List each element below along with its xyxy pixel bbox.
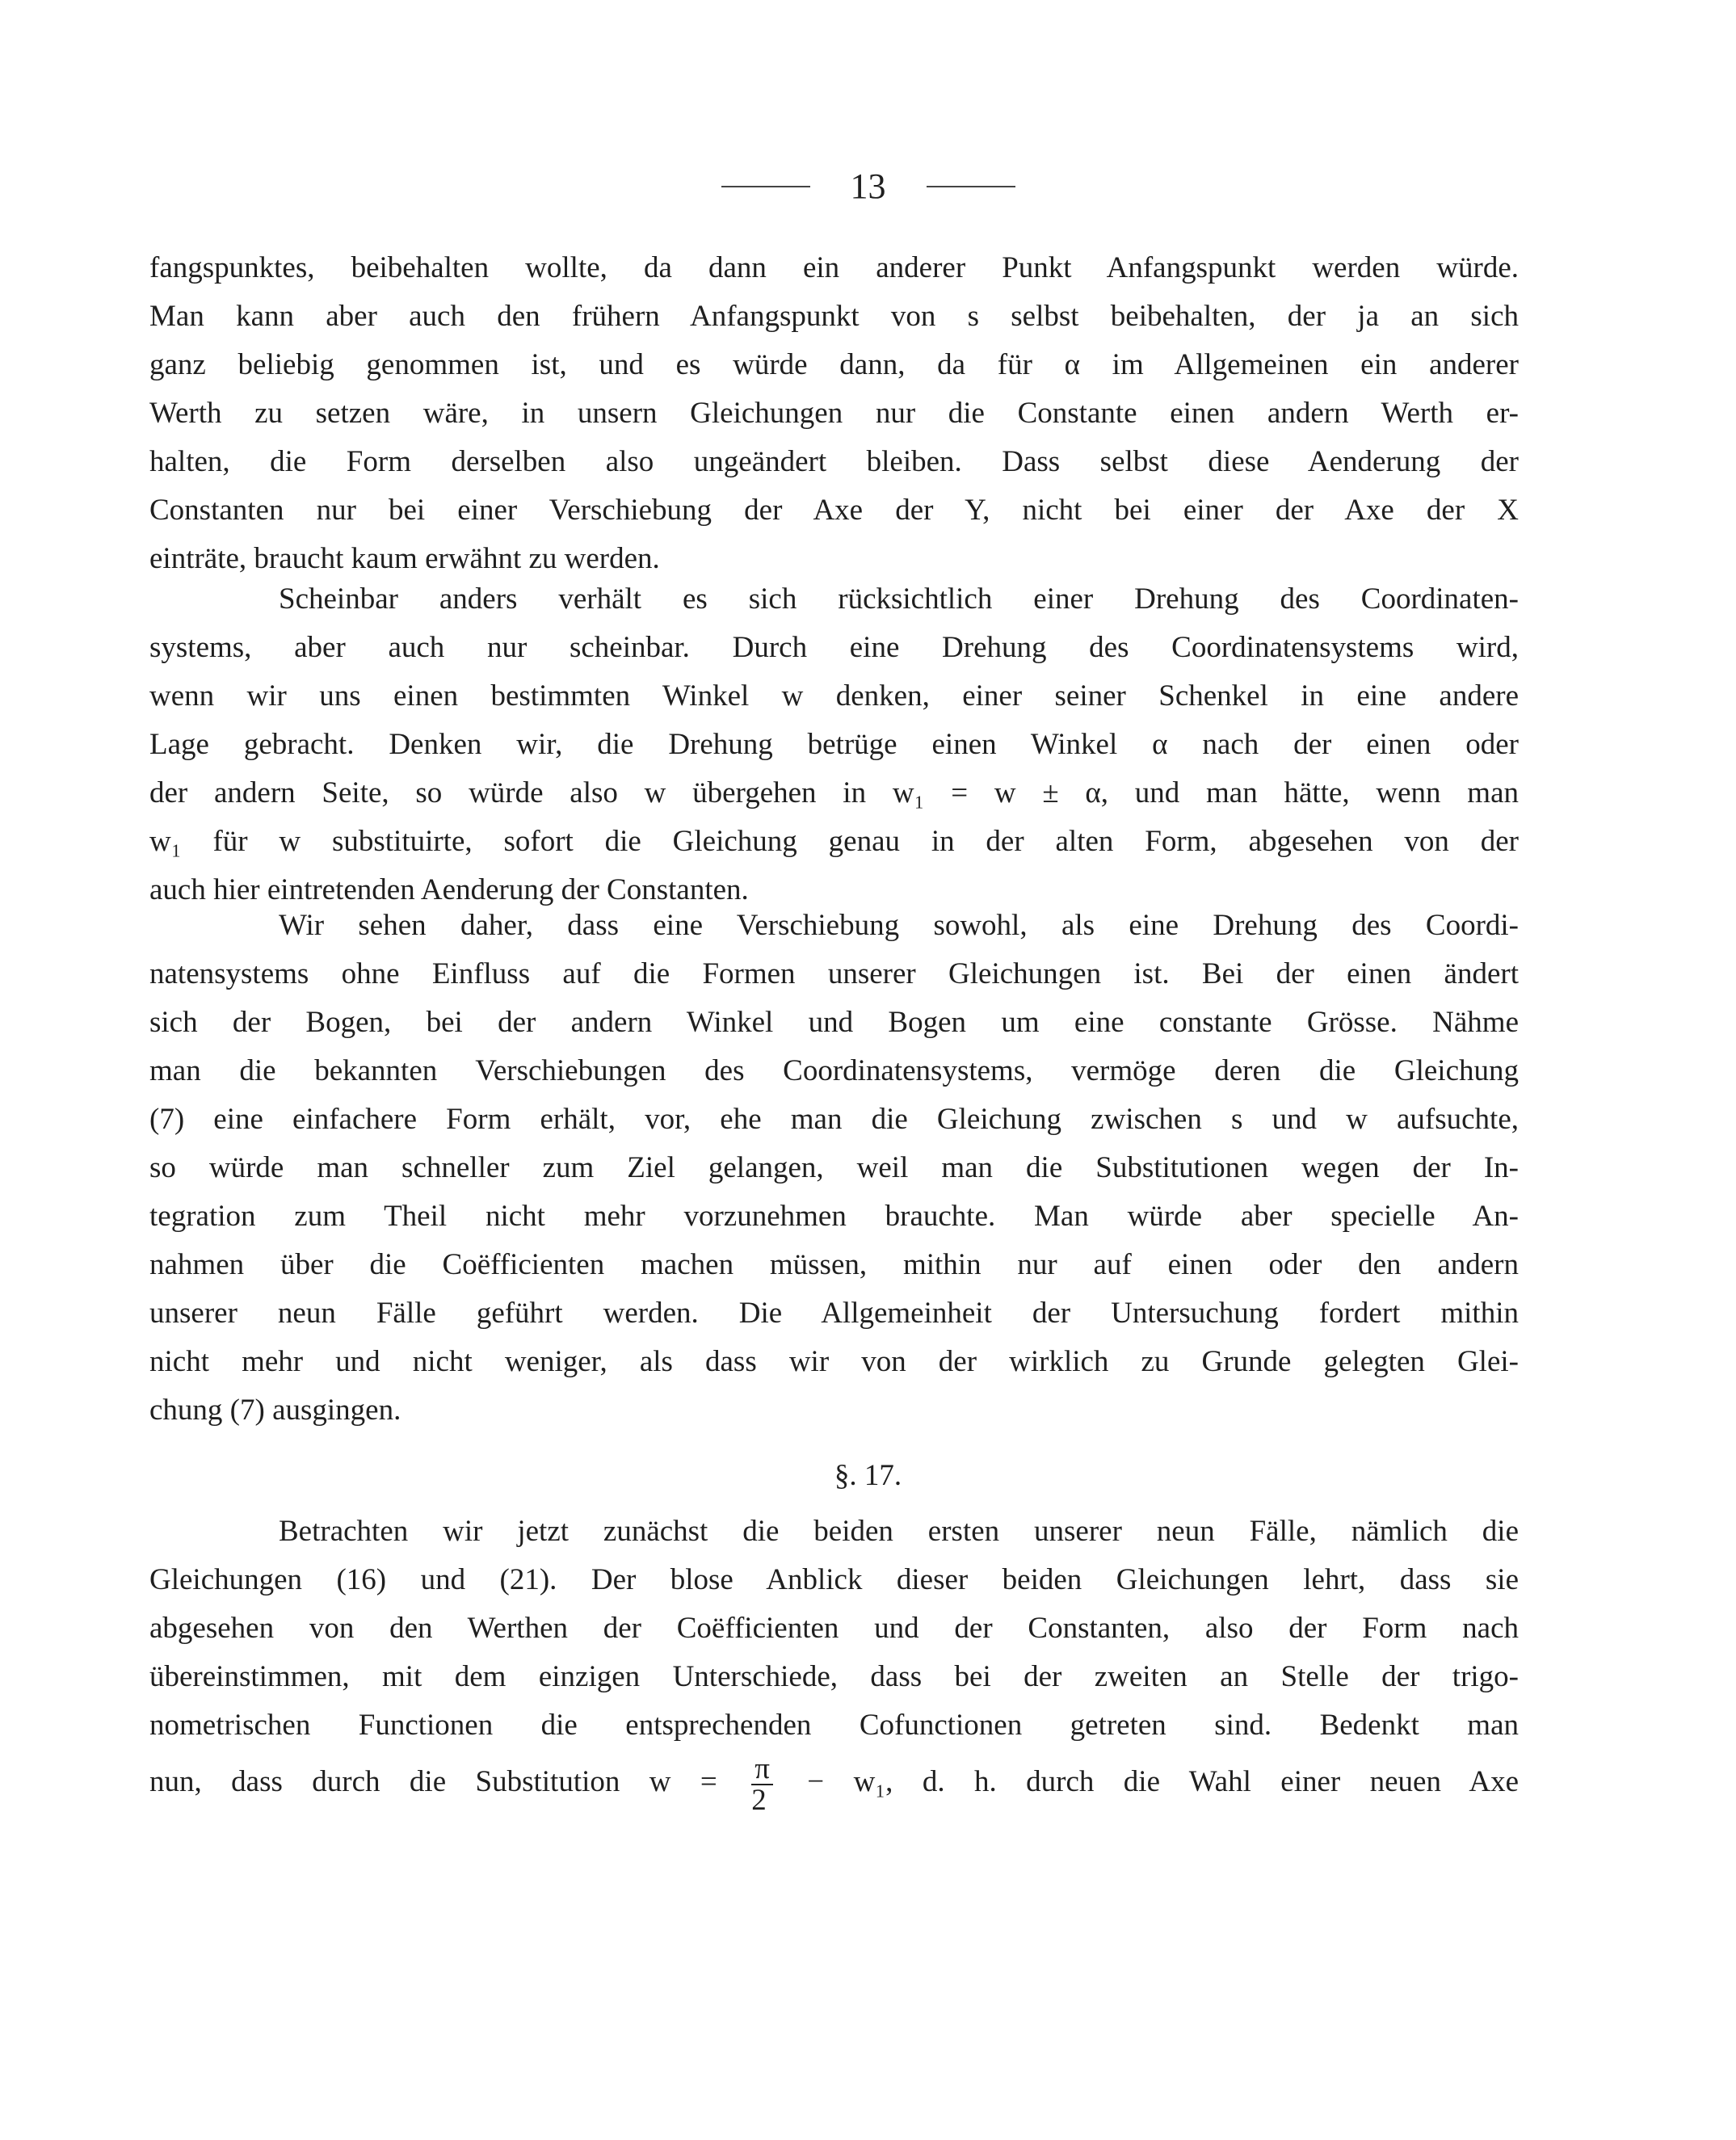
text-line: Betrachten wir jetzt zunächst die beiden ersten unserer neun Fälle, nämlich die (279, 1515, 1519, 1548)
text-line: Man kann aber auch den frühern Anfangspunkt von s selbst beibehalten, der ja an sich (149, 300, 1519, 333)
section-heading: §. 17. (834, 1459, 902, 1492)
text-line: Scheinbar anders verhält es sich rücksichtlich einer Drehung des Coordinaten- (279, 582, 1519, 616)
text-line: chung (7) ausgingen. (149, 1394, 401, 1427)
text-line: Gleichungen (16) und (21). Der blose Anblick dieser beiden Gleichungen lehrt, dass sie (149, 1563, 1519, 1596)
text-line-with-fraction (149, 1750, 1519, 1817)
text-line: (7) eine einfachere Form erhält, vor, ehe man die Gleichung zwischen s und w aufsuchte, (149, 1103, 1519, 1136)
text-line: systems, aber auch nur scheinbar. Durch eine Drehung des Coordinatensystems wird, (149, 631, 1519, 664)
text-line: wenn wir uns einen bestimmten Winkel w denken, einer seiner Schenkel in eine andere (149, 679, 1519, 713)
header-rule-right (927, 186, 1015, 187)
text-line: Constanten nur bei einer Verschiebung der Axe der Y, nicht bei einer der Axe der X (149, 494, 1519, 527)
text-line: Lage gebracht. Denken wir, die Drehung betrüge einen Winkel α nach der einen oder (149, 728, 1519, 761)
text-line: tegration zum Theil nicht mehr vorzunehmen brauchte. Man würde aber specielle An- (149, 1200, 1519, 1233)
text-line: der andern Seite, so würde also w übergehen in w₁ = w ± α, und man hätte, wenn man (149, 776, 1519, 809)
text-line: übereinstimmen, mit dem einzigen Unterschiede, dass bei der zweiten an Stelle der trigo- (149, 1660, 1519, 1693)
fraction-numerator: π (751, 1754, 773, 1785)
paragraph-2 (149, 575, 1519, 914)
text-line: nicht mehr und nicht weniger, als dass wir von der wirklich zu Grunde gelegten Glei- (149, 1345, 1519, 1378)
page-header (0, 166, 1736, 207)
fraction (751, 1751, 773, 1817)
text-line: halten, die Form derselben also ungeändert bleiben. Dass selbst diese Aenderung der (149, 445, 1519, 478)
text-line: auch hier eintretenden Aenderung der Constanten. (149, 873, 749, 906)
text-line: nometrischen Functionen die entsprechenden Cofunctionen getreten sind. Bedenkt man (149, 1709, 1519, 1742)
fraction-denominator: 2 (751, 1783, 767, 1817)
text-line: unserer neun Fälle geführt werden. Die Allgemeinheit der Untersuchung fordert mithin (149, 1297, 1519, 1330)
paragraph-1 (149, 244, 1519, 583)
text-line: ganz beliebig genommen ist, und es würde dann, da für α im Allgemeinen ein anderer (149, 348, 1519, 381)
text-line: abgesehen von den Werthen der Coëfficienten und der Constanten, also der Form nach (149, 1612, 1519, 1645)
paragraph-3 (149, 902, 1519, 1435)
page-number: 13 (850, 166, 886, 206)
text-line: einträte, braucht kaum erwähnt zu werden. (149, 542, 660, 575)
text-line: so würde man schneller zum Ziel gelangen, weil man die Substitutionen wegen der In- (149, 1151, 1519, 1184)
text-line: Werth zu setzen wäre, in unsern Gleichungen nur die Constante einen andern Werth er- (149, 397, 1519, 430)
text-line: fangspunktes, beibehalten wollte, da dann ein anderer Punkt Anfangspunkt werden würde. (149, 251, 1519, 284)
line-text-after: − w₁, d. h. durch die Wahl einer neuen Axe (807, 1765, 1519, 1798)
text-line: nahmen über die Coëfficienten machen müssen, mithin nur auf einen oder den andern (149, 1248, 1519, 1281)
header-rule-left (721, 186, 810, 187)
text-line: w₁ für w substituirte, sofort die Gleichung genau in der alten Form, abgesehen von der (149, 825, 1519, 858)
paragraph-4 (149, 1507, 1519, 1817)
text-line: sich der Bogen, bei der andern Winkel und Bogen um eine constante Grösse. Nähme (149, 1006, 1519, 1039)
text-line: man die bekannten Verschiebungen des Coordinatensystems, vermöge deren die Gleichung (149, 1054, 1519, 1087)
text-line: natensystems ohne Einfluss auf die Formen unserer Gleichungen ist. Bei der einen ändert (149, 957, 1519, 990)
text-line: Wir sehen daher, dass eine Verschiebung sowohl, als eine Drehung des Coordi- (279, 909, 1519, 942)
line-text-before: nun, dass durch die Substitution w = (149, 1765, 717, 1798)
